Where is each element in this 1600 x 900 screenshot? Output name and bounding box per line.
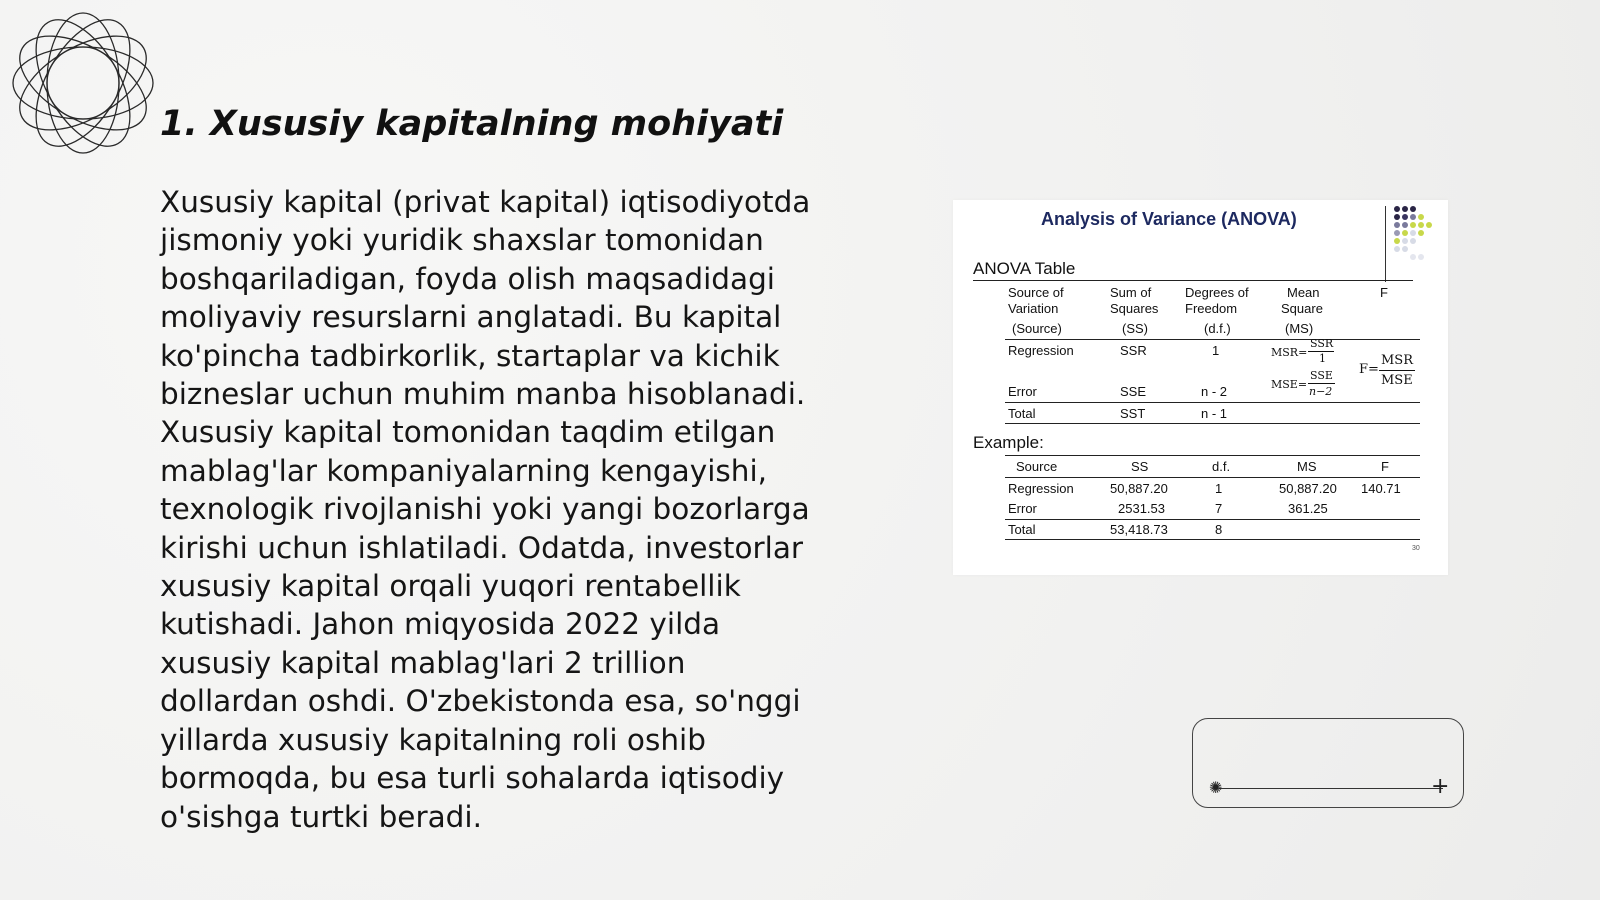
dot (1394, 238, 1400, 244)
header-ss-1: Sum of (1110, 285, 1152, 300)
header-df-2: Freedom (1185, 301, 1238, 316)
mse-numerator: SSE (1310, 369, 1333, 382)
row-total-df: n - 1 (1201, 406, 1228, 421)
example-top-rule (1005, 455, 1420, 456)
example-error-source: Error (1008, 501, 1037, 516)
dot (1394, 230, 1400, 236)
example-bottom-rule (1005, 539, 1420, 540)
dot (1402, 222, 1408, 228)
header-df-1: Degrees of (1185, 285, 1249, 300)
dot (1402, 238, 1408, 244)
f-numerator: MSR (1381, 353, 1414, 368)
example-header-rule (1005, 477, 1420, 478)
dot (1394, 214, 1400, 220)
slide-title: 1. Xususiy kapitalning mohiyati (160, 104, 784, 144)
dot (1402, 246, 1408, 252)
header-source-3: (Source) (1012, 321, 1062, 336)
row-total-ss: SST (1120, 406, 1146, 421)
dot (1418, 254, 1424, 260)
row-rule (1005, 402, 1420, 403)
sparkle-icon: ✺ (1209, 778, 1223, 797)
dot (1402, 214, 1408, 220)
dot (1394, 246, 1400, 252)
example-header-source: Source (1016, 459, 1058, 474)
example-regression-ss: 50,887.20 (1110, 481, 1168, 496)
row-regression-df: 1 (1212, 343, 1220, 358)
title-divider (1385, 206, 1386, 282)
example-regression-source: Regression (1008, 481, 1074, 496)
dot (1410, 238, 1416, 244)
msr-denominator: 1 (1319, 352, 1326, 365)
row-error-ss: SSE (1120, 384, 1147, 399)
slide-body-text: Xususiy kapital (privat kapital) iqtisodiyotda jismoniy yoki yuridik shaxslar tomonidan boshqariladigan, foyda olish maqsadidagi moliyaviy resurslarni anglatadi. Bu kapital ko'pincha tadbirkorlik, startaplar va kichik bizneslar uchun muhim manba hisoblanadi. Xususiy kapital tomonidan taqdim etilgan mablag'lar kompaniyalarning kengayishi, texnologik rivojlanishi yoki yangi bozorlarga kirishi uchun ishlatiladi. Odatda, investorlar xususiy kapital orqali yuqori rentabellik kutishadi. Jahon miqyosida 2022 yilda xususiy kapital mablag'lari 2 trillion dollardan oshdi. O'zbekistonda esa, so'nggi yillarda xususiy kapitalning roli oshib bormoqda, bu esa turli sohalarda iqtisodiy o'sishga turtki beradi. (160, 185, 811, 834)
example-error-ss: 2531.53 (1118, 501, 1165, 516)
header-rule (1005, 339, 1420, 340)
example-header-f: F (1381, 459, 1389, 474)
header-ss-2: Squares (1110, 301, 1159, 316)
example-error-df: 7 (1215, 501, 1223, 516)
dot (1394, 206, 1400, 212)
header-df-3: (d.f.) (1204, 321, 1231, 336)
header-ms-3: (MS) (1285, 321, 1314, 336)
dot (1410, 254, 1416, 260)
table-rule (973, 280, 1413, 281)
row-error-df: n - 2 (1201, 384, 1228, 399)
dot (1394, 222, 1400, 228)
plus-icon: + (1431, 774, 1450, 799)
example-regression-ms: 50,887.20 (1279, 481, 1337, 496)
page-number: 30 (1412, 545, 1420, 552)
dot (1418, 230, 1424, 236)
row-regression-source: Regression (1008, 343, 1074, 358)
dot (1426, 222, 1432, 228)
fraction-bar (1379, 370, 1415, 371)
mse-lhs: MSE= (1271, 378, 1308, 391)
header-source-1: Source of (1008, 285, 1064, 300)
header-ms-1: Mean (1287, 285, 1320, 300)
f-denominator: MSE (1381, 373, 1413, 388)
msr-numerator: SSR (1310, 337, 1334, 350)
example-header-ss: SS (1131, 459, 1149, 474)
interlaced-circles-icon (10, 10, 156, 156)
dot (1410, 222, 1416, 228)
dot (1410, 230, 1416, 236)
header-source-2: Variation (1008, 301, 1059, 316)
row-error-source: Error (1008, 384, 1037, 399)
example-total-df: 8 (1215, 522, 1223, 537)
f-formula (1359, 353, 1419, 389)
anova-table-image (953, 200, 1448, 575)
mse-formula (1271, 369, 1343, 401)
example-header-ms: MS (1297, 459, 1317, 474)
header-ms-2: Square (1281, 301, 1323, 316)
dot (1410, 206, 1416, 212)
timeline-line (1219, 788, 1443, 789)
dot (1418, 214, 1424, 220)
dot (1402, 206, 1408, 212)
example-heading: Example: (973, 433, 1044, 452)
example-row-rule (1005, 519, 1420, 520)
example-header-df: d.f. (1212, 459, 1231, 474)
msr-lhs: MSR= (1271, 346, 1308, 359)
example-regression-f: 140.71 (1361, 481, 1401, 496)
dot (1410, 214, 1416, 220)
dot (1418, 222, 1424, 228)
example-total-ss: 53,418.73 (1110, 522, 1168, 537)
row-regression-ss: SSR (1120, 343, 1147, 358)
table-bottom-rule (1005, 423, 1420, 424)
timeline-decoration (1192, 718, 1464, 808)
header-f: F (1380, 285, 1388, 300)
anova-title: Analysis of Variance (ANOVA) (1041, 209, 1297, 229)
mse-denominator: n−2 (1309, 385, 1333, 398)
fraction-bar (1308, 383, 1335, 384)
example-total-source: Total (1008, 522, 1036, 537)
example-error-ms: 361.25 (1288, 501, 1328, 516)
row-total-source: Total (1008, 406, 1036, 421)
header-ss-3: (SS) (1122, 321, 1148, 336)
anova-table-heading: ANOVA Table (973, 259, 1076, 278)
example-regression-df: 1 (1215, 481, 1223, 496)
msr-formula (1271, 337, 1341, 367)
f-lhs: F= (1359, 362, 1379, 377)
dot (1402, 230, 1408, 236)
